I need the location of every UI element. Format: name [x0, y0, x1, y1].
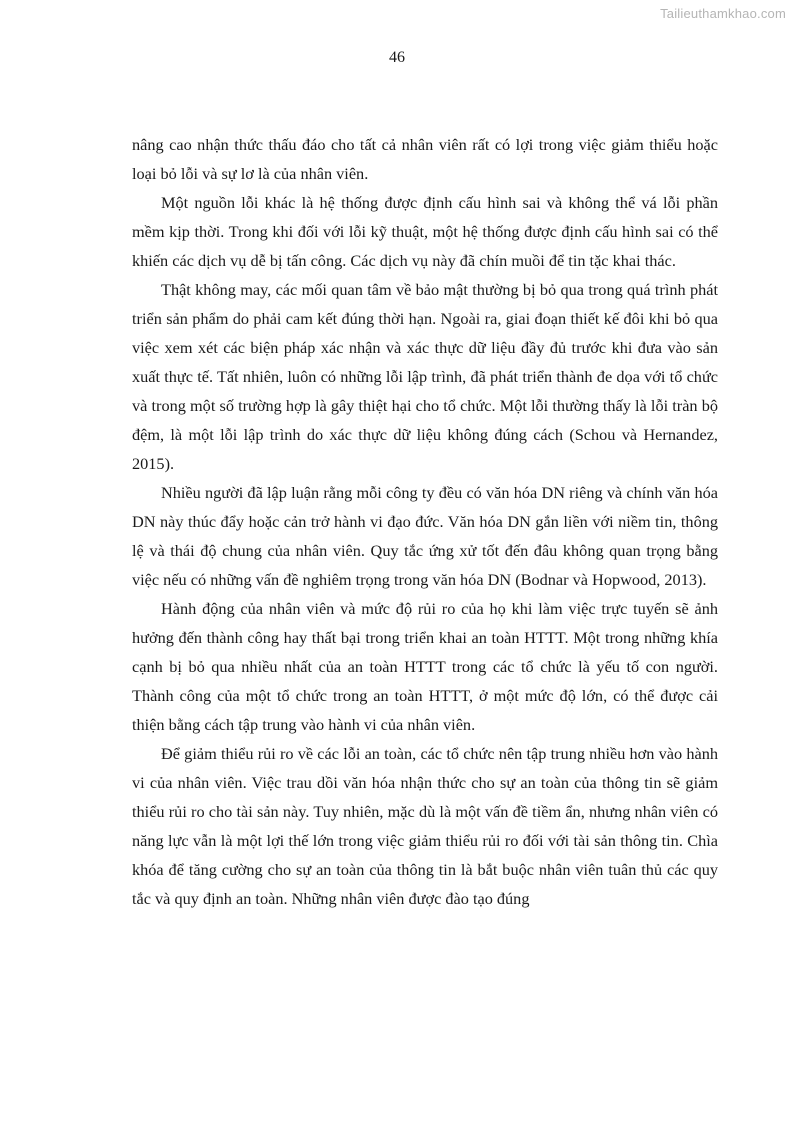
watermark-text: Tailieuthamkhao.com — [660, 6, 786, 21]
paragraph-6: Để giảm thiểu rủi ro về các lỗi an toàn, các tổ chức nên tập trung nhiều hơn vào hành vi của nhân viên. Việc trau dồi văn hóa nhận thức cho sự an toàn của thông tin sẽ giảm thiểu rủi ro cho tài sản này. Tuy nhiên, mặc dù là một vấn đề tiềm ẩn, nhưng nhân viên có năng lực vẫn là một lợi thế lớn trong việc giảm thiểu rủi ro đối với tài sản thông tin. Chìa khóa để tăng cường cho sự an toàn của thông tin là bắt buộc nhân viên tuân thủ các quy tắc và quy định an toàn. Những nhân viên được đào tạo đúng — [132, 744, 718, 908]
page-number: 46 — [389, 49, 405, 66]
document-body — [132, 130, 718, 913]
paragraph-5: Hành động của nhân viên và mức độ rủi ro của họ khi làm việc trực tuyến sẽ ảnh hưởng đến thành công hay thất bại trong triển khai an toàn HTTT. Một trong những khía cạnh bị bỏ qua nhiều nhất của an toàn HTTT trong các tổ chức là yếu tố con người. Thành công của một tổ chức trong an toàn HTTT, ở một mức độ lớn, có thể được cải thiện bằng cách tập trung vào hành vi của nhân viên. — [132, 599, 718, 734]
paragraph-2: Một nguồn lỗi khác là hệ thống được định cấu hình sai và không thể vá lỗi phần mềm kịp thời. Trong khi đối với lỗi kỹ thuật, một hệ thống được định cấu hình sai có thể khiến các dịch vụ dễ bị tấn công. Các dịch vụ này đã chín muồi để tin tặc khai thác. — [132, 193, 718, 270]
paragraph-1: nâng cao nhận thức thấu đáo cho tất cả nhân viên rất có lợi trong việc giảm thiểu hoặc loại bỏ lỗi và sự lơ là của nhân viên. — [132, 135, 718, 183]
paragraph-3: Thật không may, các mối quan tâm về bảo mật thường bị bỏ qua trong quá trình phát triển sản phẩm do phải cam kết đúng thời hạn. Ngoài ra, giai đoạn thiết kế đôi khi bỏ qua việc xem xét các biện pháp xác nhận và xác thực dữ liệu đầy đủ trước khi đưa vào sản xuất thực tế. Tất nhiên, luôn có những lỗi lập trình, đã phát triển thành đe dọa với tổ chức và trong một số trường hợp là gây thiệt hại cho tổ chức. Một lỗi thường thấy là lỗi tràn bộ đệm, là một lỗi lập trình do xác thực dữ liệu không đúng cách (Schou và Hernandez, 2015). — [132, 280, 718, 473]
paragraph-4: Nhiều người đã lập luận rằng mỗi công ty đều có văn hóa DN riêng và chính văn hóa DN này thúc đẩy hoặc cản trở hành vi đạo đức. Văn hóa DN gắn liền với niềm tin, thông lệ và thái độ chung của nhân viên. Quy tắc ứng xử tốt đến đâu không quan trọng bằng việc nếu có những vấn đề nghiêm trọng trong văn hóa DN (Bodnar và Hopwood, 2013). — [132, 483, 718, 589]
